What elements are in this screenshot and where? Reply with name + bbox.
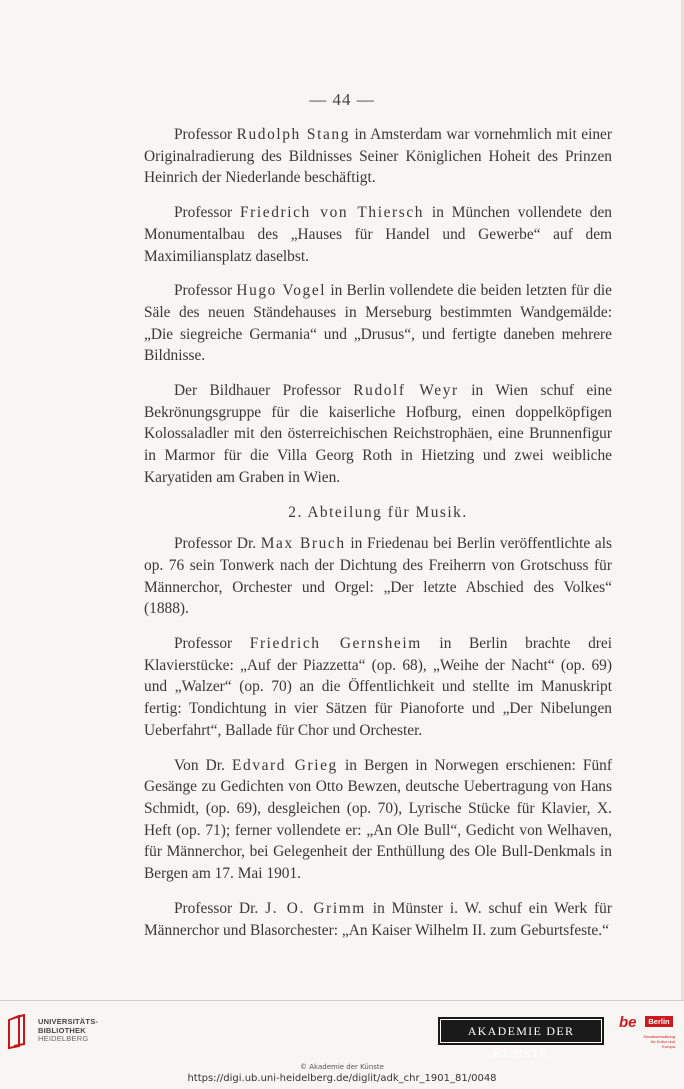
text-run: Professor xyxy=(174,126,237,143)
text-run: in Friedenau bei Berlin veröffentlichte als op. 76 sein Tonwerk nach der Dichtung des Freiherrn von Grotschuss für Männerchor, Orchester und Orgel: „Der letzte Abschied des Volkes“ (1888). xyxy=(144,535,612,618)
paragraph xyxy=(144,202,612,267)
text-run: in München vollendete den Monumentalbau des „Hauses für Handel und Gewerbe“ auf dem Maximiliansplatz daselbst. xyxy=(144,204,612,265)
paragraph xyxy=(144,124,612,189)
spaced-name: Rudolph Stang xyxy=(236,126,350,143)
akademie-logo[interactable] xyxy=(438,1017,604,1060)
text-run: Der Bildhauer Professor xyxy=(174,382,354,400)
paragraph xyxy=(144,633,612,742)
footer-divider xyxy=(0,1000,684,1001)
text-run: Professor xyxy=(174,282,237,300)
paragraph xyxy=(144,755,612,885)
berlin-badge: Berlin xyxy=(645,1016,673,1027)
spaced-name: Friedrich von Thiersch xyxy=(240,204,425,222)
copyright-notice: © Akademie der Künste xyxy=(300,1063,384,1071)
ub-line: UNIVERSITÄTS- xyxy=(38,1017,99,1026)
text-run: in Berlin brachte drei Klavierstücke: „Auf der Piazzetta“ (op. 68), „Weihe der Nacht“ (op. 69) und „Walzer“ (op. 70) an die Öffentlichkeit und stellte im Manuskript fertig: Tondichtung in vier Sätzen für Pianoforte und „Der Nibelungen Ueberfahrt“, Ballade für Chor und Orchester. xyxy=(144,635,613,739)
text-run: in Wien schuf eine Bekrönungsgruppe für die kaiserliche Hofburg, einen doppelköpfigen Kolossaladler mit den österreichischen Reichstrophäen, eine Brunnenfigur in Marmor für die Villa Georg Roth in Hietzing und zwei weibliche Karyatiden am Graben in Wien. xyxy=(144,382,612,486)
text-run: Professor xyxy=(174,635,250,653)
spaced-name: Max Bruch xyxy=(260,535,346,553)
berlin-logo[interactable] xyxy=(619,1014,673,1050)
spaced-name: Edvard Grieg xyxy=(232,756,338,774)
permalink-url[interactable]: https://digi.ub.uni-heidelberg.de/diglit/adk_chr_1901_81/0048 xyxy=(187,1073,497,1084)
spaced-name: Hugo Vogel xyxy=(236,282,327,300)
paragraph xyxy=(144,280,612,367)
text-run: in Berlin vollendete die beiden letzten für die Säle des neuen Ständehauses in Merseburg bestimmten Wandgemälde: „Die siegreiche Germania“ und „Drusus“, und fertigte daneben mehrere Bildnisse. xyxy=(144,282,613,365)
spaced-name: Rudolf Weyr xyxy=(353,382,459,400)
akademie-label: AKADEMIE DER KÜNSTE xyxy=(440,1019,602,1043)
spaced-name: Friedrich Gernsheim xyxy=(249,635,422,653)
text-run: Professor xyxy=(174,204,241,222)
be-mark: be xyxy=(619,1014,637,1031)
text-run: in Münster i. W. schuf ein Werk für Männerchor und Blasorchester: „An Kaiser Wilhelm II. zum Geburtsfeste.“ xyxy=(144,899,612,939)
text-run: Professor Dr. xyxy=(174,535,261,553)
section-heading: 2. Abteilung für Musik. xyxy=(288,503,468,521)
text-run: Professor Dr. xyxy=(174,899,266,917)
ub-label xyxy=(38,1018,98,1044)
text-run: in Amsterdam war vornehmlich mit einer Originalradierung des Bildnisses Seiner Königlichen Hoheit des Prinzen Heinrich der Niederlande beschäftigt. xyxy=(144,126,612,187)
ub-line: HEIDELBERG xyxy=(38,1034,89,1044)
ub-line: BIBLIOTHEK xyxy=(38,1025,86,1035)
spaced-name: J. O. Grimm xyxy=(265,899,366,917)
paragraph xyxy=(144,380,612,489)
ub-heidelberg-logo[interactable] xyxy=(6,1014,116,1050)
ub-emblem-icon xyxy=(6,1014,32,1050)
paragraph xyxy=(144,533,612,620)
body-text xyxy=(144,124,612,954)
paragraph xyxy=(144,898,612,941)
text-run: in Bergen in Norwegen erschienen: Fünf Gesänge zu Gedichten von Otto Bewzen, deutsche Uebertragung von Hans Schmidt, (op. 69), desgleichen (op. 70), Lyrische Stücke für Klavier, X. Heft (op. 71); ferner vollendete er: „An Ole Bull“, Gedicht von Welhaven, für Männerchor, bei Gelegenheit der Enthüllung des Ole Bull-Denkmals in Bergen am 17. Mai 1901. xyxy=(144,756,612,883)
berlin-subtitle: Senatsverwaltung für Kultur und Europa xyxy=(643,1034,675,1049)
page-number: — 44 — xyxy=(309,90,375,109)
text-run: Von Dr. xyxy=(174,756,233,774)
